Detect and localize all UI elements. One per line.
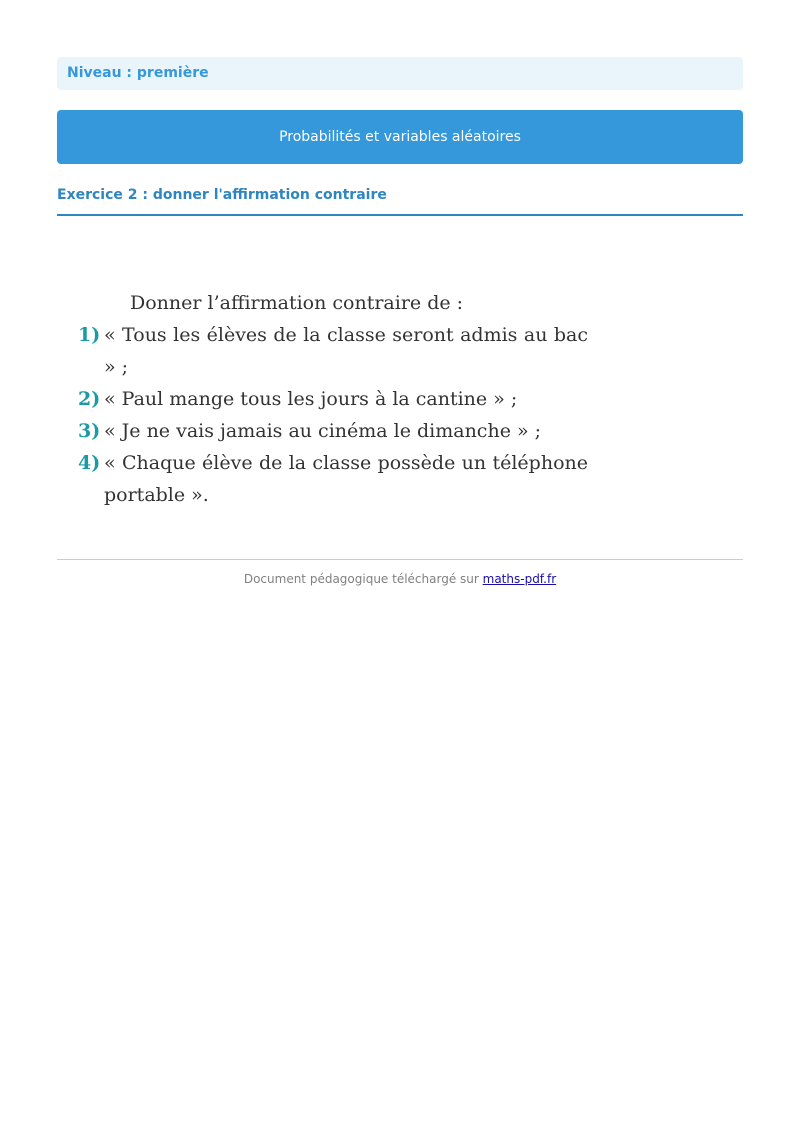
- item-number: 2): [78, 388, 101, 410]
- exercise-intro: Donner l’affirmation contraire de :: [130, 292, 464, 314]
- list-item: [78, 415, 638, 447]
- footer: [57, 572, 743, 586]
- item-text: « Chaque élève de la classe possède un téléphone portable ».: [104, 452, 588, 506]
- exercise-title: [57, 185, 743, 216]
- list-item: [78, 383, 638, 415]
- list-item: [78, 319, 638, 383]
- list-item: [78, 447, 638, 511]
- footer-text: Document pédagogique téléchargé sur: [243, 572, 483, 586]
- level-label: Niveau : première: [67, 65, 209, 81]
- item-text: « Paul mange tous les jours à la cantine » ;: [104, 388, 518, 410]
- footer-link[interactable]: maths-pdf.fr: [482, 572, 557, 586]
- item-text: « Tous les élèves de la classe seront admis au bac » ;: [104, 324, 588, 378]
- level-banner: [57, 57, 743, 90]
- topic-banner: [57, 110, 743, 164]
- exercise-statement: [78, 287, 638, 511]
- item-text: « Je ne vais jamais au cinéma le dimanche » ;: [104, 420, 542, 442]
- item-number: 4): [78, 452, 101, 474]
- item-number: 1): [78, 324, 101, 346]
- item-number: 3): [78, 420, 101, 442]
- footer-divider: [57, 559, 743, 560]
- topic-label: Probabilités et variables aléatoires: [279, 129, 521, 145]
- exercise-title-text: Exercice 2 : donner l'affirmation contraire: [57, 187, 387, 203]
